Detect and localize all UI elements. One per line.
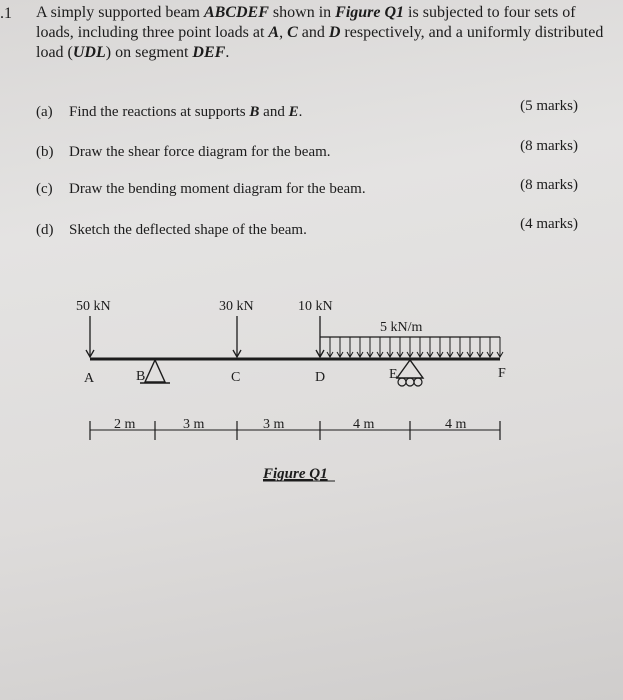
point-label-d: D xyxy=(315,370,326,385)
part-c: (c) Draw the bending moment diagram for the beam. xyxy=(36,181,366,197)
marks-b: (8 marks) xyxy=(520,138,578,154)
question-intro: A simply supported beam ABCDEF shown in Figure Q1 is subjected to four sets of loads, including three point loads at A, C and D respectively, and a uniformly distributed load (UDL) on segment DEF. xyxy=(36,4,604,61)
point-label-b: B xyxy=(136,369,146,384)
point-label-a: A xyxy=(84,371,95,386)
point-label-e: E xyxy=(389,367,398,382)
dim-label-ef: 4 m xyxy=(445,417,467,432)
udl-arrows xyxy=(317,337,503,357)
dim-label-bc: 3 m xyxy=(183,417,205,432)
point-label-f: F xyxy=(498,366,506,381)
marks-a: (5 marks) xyxy=(520,98,578,114)
point-load-a xyxy=(76,299,111,357)
marks-c: (8 marks) xyxy=(520,177,578,193)
load-label-c: 30 kN xyxy=(219,299,254,314)
point-label-c: C xyxy=(231,370,241,385)
figure-caption: Figure Q1 xyxy=(263,466,328,482)
part-a: (a) Find the reactions at supports B and E. xyxy=(36,104,303,120)
marks-d: (4 marks) xyxy=(520,216,578,232)
point-load-d xyxy=(298,299,333,357)
point-load-c xyxy=(219,299,254,357)
question-number: .1 xyxy=(0,5,12,22)
udl-label: 5 kN/m xyxy=(380,320,423,335)
part-b: (b) Draw the shear force diagram for the beam. xyxy=(36,144,331,160)
udl-load xyxy=(317,320,503,357)
load-label-a: 50 kN xyxy=(76,299,111,314)
dim-label-cd: 3 m xyxy=(263,417,285,432)
part-d: (d) Sketch the deflected shape of the beam. xyxy=(36,222,307,238)
dimension-line xyxy=(90,421,500,440)
roller-support-e xyxy=(397,360,423,386)
dim-label-ab: 2 m xyxy=(114,417,136,432)
load-label-d: 10 kN xyxy=(298,299,333,314)
dim-label-de: 4 m xyxy=(353,417,375,432)
